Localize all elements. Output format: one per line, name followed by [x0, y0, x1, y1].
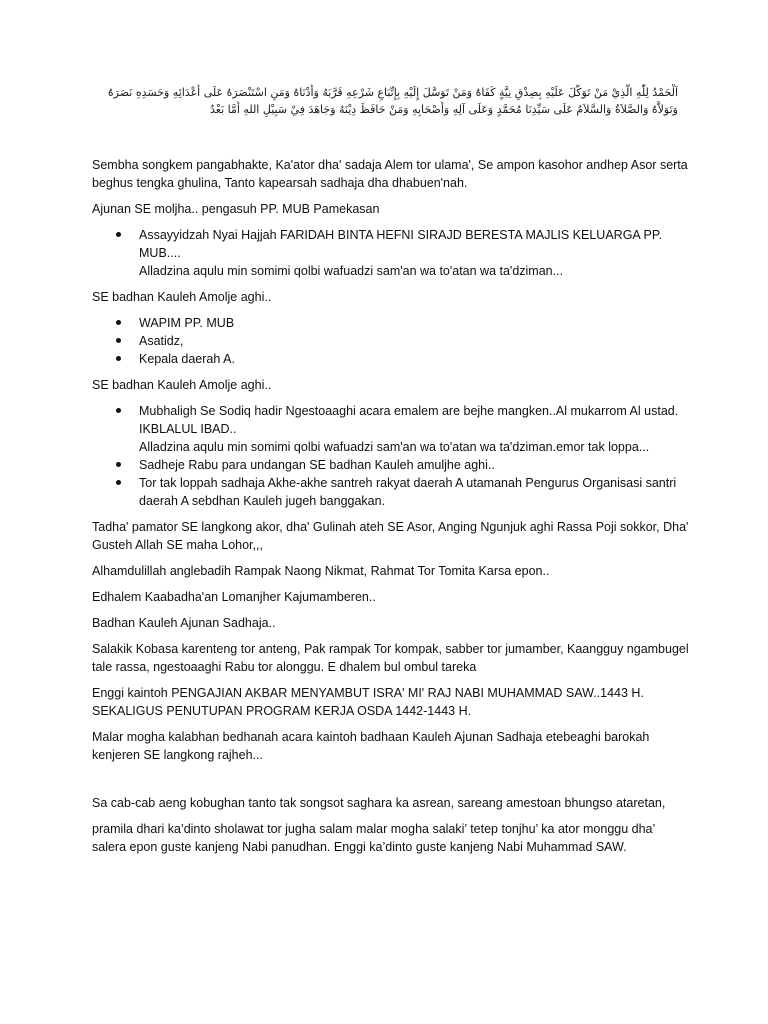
bullet-icon	[116, 408, 121, 413]
paragraph-malar-mogha: Malar mogha kalabhan bedhanah acara kaintoh badhaan Kauleh Ajunan Sadhaja etebeaghi barokah kenjeren SE langkong rajheh...	[92, 730, 650, 762]
arabic-opening	[88, 84, 678, 118]
paragraph-edhalem: Edhalem Kaabadha'an Lomanjher Kajumamberen..	[92, 590, 376, 604]
paragraph-amolje-1: SE badhan Kauleh Amolje aghi..	[92, 290, 272, 304]
spacer	[92, 772, 692, 794]
list-item	[92, 332, 692, 350]
bullet-icon	[116, 462, 121, 467]
list-item-text: Asatidz,	[139, 334, 184, 348]
list-guests	[92, 402, 692, 510]
arabic-line-2: وَتَوَلاَّهُ وَالصَّلاَةُ وَالسَّلاَمُ عَلَى سَيِّدِنَا مُحَمَّدٍ وَعَلَى آلِهِ وَأَصْحَابِهِ وَمَنْ حَافَظَ دِيْنَهُ وَجَاهَدَ فِيْ سَبِيْلِ اللهِ أَمَّا بَعْدُ	[209, 103, 678, 116]
list-item-continuation: Alladzina aqulu min somimi qolbi wafuadzi sam'an wa to'atan wa ta'dziman...	[139, 264, 564, 278]
paragraph-event: Enggi kaintoh PENGAJIAN AKBAR MENYAMBUT ISRA' MI' RAJ NABI MUHAMMAD SAW..1443 H. SEKALIGUS PENUTUPAN PROGRAM KERJA OSDA 1442-1443 H.	[92, 686, 644, 718]
bullet-icon	[116, 356, 121, 361]
list-item	[92, 402, 692, 456]
arabic-line-1: اَلْحَمْدُ لِلّٰهِ الَّذِيْ مَنْ تَوَكَّلَ عَلَيْهِ بِصِدْقِ نِيَّةٍ كَفَاهُ وَمَنْ تَوَسَّلَ إِلَيْهِ بِإِتِّبَاعِ شَرْعِهِ قَرَّبَهُ وَأَدْنَاهُ وَمَنِ اسْتَنْصَرَهُ عَلَى أَعْدَائِهِ وَحَسَدِهِ نَصَرَهُ	[107, 86, 678, 99]
list-officials	[92, 314, 692, 368]
list-item	[92, 456, 692, 474]
list-item-text: Mubhaligh Se Sodiq hadir Ngestoaaghi acara emalem are bejhe mangken..Al mukarrom Al ustad. IKBLALUL IBAD..	[139, 404, 679, 436]
paragraph-amolje-2: SE badhan Kauleh Amolje aghi..	[92, 378, 272, 392]
paragraph-salakik: Salakik Kobasa karenteng tor anteng, Pak rampak Tor kompak, sabber tor jumamber, Kaangguy ngambugel tale rassa, ngestoaaghi Rabu tor alonggu. E dhalem bul ombul tareka	[92, 642, 689, 674]
list-pengasuh	[92, 226, 692, 280]
paragraph-sa-cab: Sa cab-cab aeng kobughan tanto tak songsot saghara ka asrean, sareang amestoan bhungso ataretan,	[92, 796, 666, 810]
bullet-icon	[116, 320, 121, 325]
document-body	[92, 156, 692, 864]
list-item-text: Assayyidzah Nyai Hajjah FARIDAH BINTA HEFNI SIRAJD BERESTA MAJLIS KELUARGA PP. MUB....	[139, 228, 663, 260]
list-item	[92, 314, 692, 332]
paragraph-badhan: Badhan Kauleh Ajunan Sadhaja..	[92, 616, 276, 630]
paragraph-alhamdulillah: Alhamdulillah anglebadih Rampak Naong Nikmat, Rahmat Tor Tomita Karsa epon..	[92, 564, 550, 578]
list-item-text: Sadheje Rabu para undangan SE badhan Kauleh amuljhe aghi..	[139, 458, 495, 472]
list-item-continuation: Alladzina aqulu min somimi qolbi wafuadzi sam'an wa to'atan wa ta'dziman.emor tak loppa...	[139, 440, 650, 454]
bullet-icon	[116, 480, 121, 485]
list-item	[92, 350, 692, 368]
bullet-icon	[116, 232, 121, 237]
list-item-text: Kepala daerah A.	[139, 352, 235, 366]
list-item	[92, 226, 692, 280]
paragraph-greeting: Sembha songkem pangabhakte, Ka'ator dha' sadaja Alem tor ulama', Se ampon kasohor andhep Asor serta beghus tengka ghulina, Tanto kapearsah sadhaja dha dhabuen'nah.	[92, 158, 688, 190]
paragraph-praise: Tadha' pamator SE langkong akor, dha' Gulinah ateh SE Asor, Anging Ngunjuk aghi Rassa Poji sokkor, Dha' Gusteh Allah SE maha Lohor,,,	[92, 520, 689, 552]
paragraph-pengasuh: Ajunan SE moljha.. pengasuh PP. MUB Pamekasan	[92, 202, 380, 216]
list-item-text: WAPIM PP. MUB	[139, 316, 235, 330]
list-item-text: Tor tak loppah sadhaja Akhe-akhe santreh rakyat daerah A utamanah Pengurus Organisasi santri daerah A sebdhan Kauleh jugeh banggakan.	[139, 476, 677, 508]
paragraph-sholawat: pramila dhari ka’dinto sholawat tor jugha salam malar mogha salaki’ tetep tonjhu’ ka ator monggu dha’ salera epon guste kanjeng Nabi panudhan. Enggi ka’dinto guste kanjeng Nabi Muhammad SAW.	[92, 822, 655, 854]
list-item	[92, 474, 692, 510]
bullet-icon	[116, 338, 121, 343]
